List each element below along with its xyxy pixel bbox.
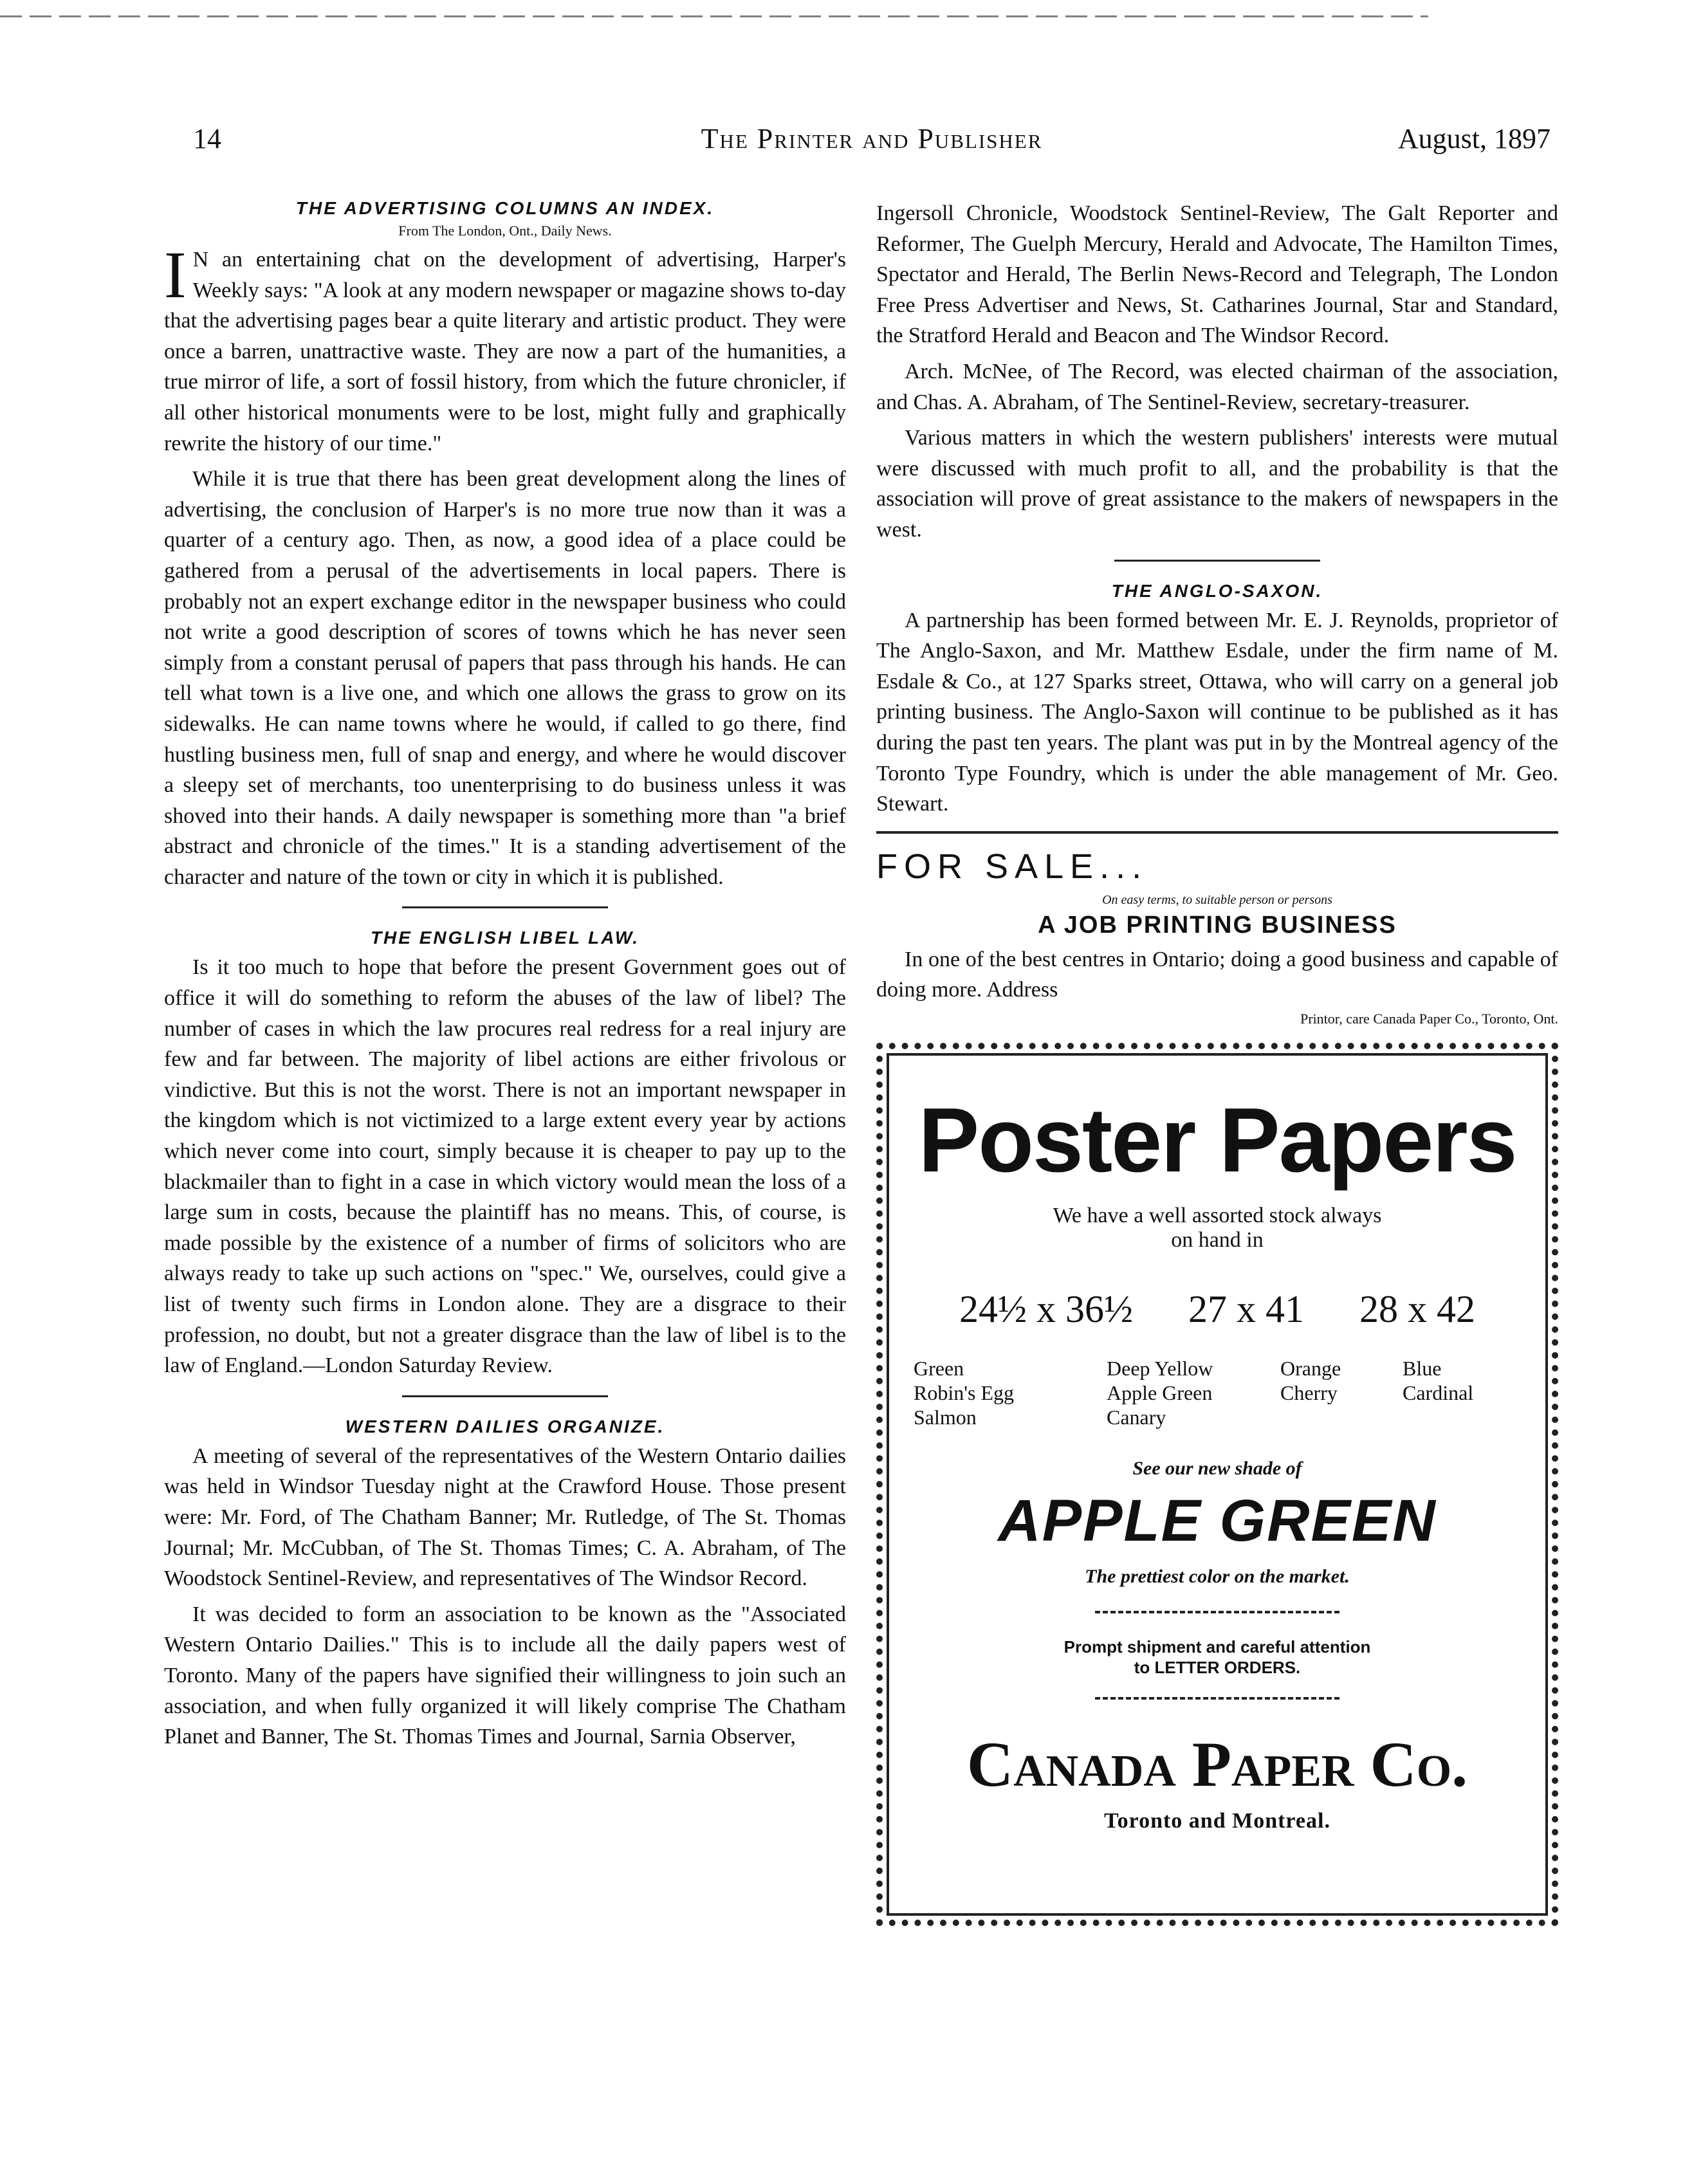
poster-papers-advertisement — [876, 1043, 1558, 1926]
article-paragraph: It was decided to form an association to be known as the "Associated Western Ontario Dailies." This is to include all the daily papers west of Toronto. Many of the papers have signified their willingness to join such an association, and when fully organized it will likely comprise The Chatham Planet and Banner, The St. Thomas Times and Journal, Sarnia Observer, — [164, 1602, 846, 1749]
for-sale-address: Printor, care Canada Paper Co., Toronto, Ont. — [1300, 1010, 1558, 1027]
paper-color: Green — [914, 1356, 964, 1380]
article-paragraph: A partnership has been formed between Mr. E. J. Reynolds, proprietor of The Anglo-Saxon, and Mr. Matthew Esdale, under the firm name of M. Esdale & Co., at 127 Sparks street, Ottawa, who will carry on a general job printing business. The Anglo-Saxon will continue to be published as it has during the past ten years. The plant was put in by the Montreal agency of the Toronto Type Foundry, which is under the able management of Mr. Geo. Stewart. — [876, 608, 1558, 816]
ad-intro: We have a well assorted stock always on hand in — [1053, 1203, 1382, 1252]
article-western-dailies — [164, 1417, 846, 1752]
article-heading: THE ADVERTISING COLUMNS AN INDEX. — [295, 198, 715, 218]
paper-color: Canary — [1107, 1405, 1166, 1429]
paper-size: 27 x 41 — [1188, 1287, 1304, 1330]
issue-date: August, 1897 — [1397, 123, 1551, 154]
article-heading: WESTERN DAILIES ORGANIZE. — [345, 1416, 665, 1436]
page-number: 14 — [193, 123, 221, 154]
ad-title: Poster Papers — [918, 1088, 1516, 1191]
article-paragraph: Various matters in which the western publishers' interests were mutual were discussed with much profit to all, and the probability is that the association will prove of great assistance to the makers of newspapers in the west. — [876, 426, 1558, 542]
paper-color: Orange — [1280, 1356, 1341, 1380]
paper-size: 28 x 42 — [1359, 1287, 1475, 1330]
shipping-note: Prompt shipment and careful attention to LETTER ORDERS. — [1063, 1637, 1371, 1677]
company-name: Canada Paper Co. — [966, 1728, 1468, 1800]
article-anglo-saxon — [876, 581, 1558, 820]
ornamental-divider — [1095, 1697, 1339, 1703]
paper-color: Salmon — [914, 1405, 977, 1429]
left-column — [164, 198, 846, 1757]
article-advertising-columns — [164, 198, 846, 892]
paper-color: Blue — [1403, 1356, 1442, 1380]
section-separator — [876, 831, 1558, 834]
article-divider — [402, 906, 608, 908]
shade-tagline: The prettiest color on the market. — [1085, 1565, 1350, 1587]
publication-title: The Printer and Publisher — [701, 123, 1043, 154]
company-cities: Toronto and Montreal. — [1104, 1808, 1330, 1833]
paper-color: Cardinal — [1403, 1381, 1474, 1404]
paper-color: Deep Yellow — [1107, 1356, 1213, 1380]
article-paragraph: Arch. McNee, of The Record, was elected chairman of the association, and Chas. A. Abraham, of The Sentinel-Review, secretary-treasurer. — [876, 359, 1558, 414]
paper-colors — [914, 1356, 1525, 1429]
for-sale-headline: A JOB PRINTING BUSINESS — [1038, 911, 1397, 939]
page-header — [193, 122, 1551, 161]
article-western-dailies-continued — [876, 198, 1558, 546]
right-column — [876, 198, 1558, 1926]
article-source: From The London, Ont., Daily News. — [398, 223, 612, 239]
article-divider — [1114, 560, 1320, 562]
article-paragraph: I N an entertaining chat on the development of advertising, Harper's Weekly says: "A look at any modern newspaper or magazine shows to-day that the advertising pages bear a quite literary and artistic product. They were once a barren, unattractive waste. They are now a part of the humanities, a true mirror of life, a sort of fossil history, from which the future chronicler, if all other historical monuments were to be lost, might fully and graphically rewrite the history of our time." — [164, 238, 846, 455]
ornamental-divider — [1095, 1611, 1339, 1617]
paper-color: Cherry — [1280, 1381, 1338, 1404]
paper-sizes — [914, 1287, 1521, 1332]
article-heading: THE ENGLISH LIBEL LAW. — [370, 928, 640, 948]
paper-color: Apple Green — [1107, 1381, 1213, 1404]
scan-artifact-line — [0, 15, 1428, 17]
for-sale-notice — [876, 847, 1558, 1027]
article-paragraph: Ingersoll Chronicle, Woodstock Sentinel-Review, The Galt Reporter and Reformer, The Guelph Mercury, Herald and Advocate, The Hamilton Times, Spectator and Herald, The Berlin News-Record and Telegraph, The London Free Press Advertiser and News, St. Catharines Journal, Star and Standard, the Stratford Herald and Beacon and The Windsor Record. — [876, 201, 1558, 348]
for-sale-details: In one of the best centres in Ontario; doing a good business and capable of doing more. Address — [876, 947, 1558, 1002]
article-paragraph: Is it too much to hope that before the present Government goes out of office it will do something to reform the abuses of the law of libel? The number of cases in which the law procures real redress for a real injury are few and far between. The majority of libel actions are either frivolous or vindictive. But this is not the worst. There is not an important newspaper in the kingdom which is not victimized to a large extent every year by actions which never come into court, simply because it is cheaper to pay up to the blackmailer than to fight in a case in which victory would mean the loss of a large sum in costs, because the plaintiff has no means. This, of course, is made possible by the existence of a number of firms of solicitors who are always ready to take up such actions on "spec." We, ourselves, could give a list of twenty such firms in London alone. They are a disgrace to their profession, no doubt, but not a greater disgrace than the law of libel is to the law of England.—London Saturday Review. — [164, 955, 846, 1378]
shade-name: APPLE GREEN — [998, 1487, 1437, 1554]
article-paragraph: A meeting of several of the representatives of the Western Ontario dailies was held in Windsor Tuesday night at the Crawford House. Those present were: Mr. Ford, of The Chatham Banner; Mr. Rutledge, of The St. Thomas Journal; Mr. McCubban, of The St. Thomas Times; C. A. Abraham, of The Woodstock Sentinel-Review, and representatives of The Windsor Record. — [164, 1444, 846, 1591]
article-paragraph: While it is true that there has been great development along the lines of advertising, the conclusion of Harper's is no more true now than it was a quarter of a century ago. Then, as now, a good idea of a place could be gathered from a perusal of the advertisements in local papers. There is probably not an expert exchange editor in the newspaper business who could not write a good description of scores of towns which he has never seen simply from a constant perusal of papers that pass through his hands. He can tell what town is a live one, and which one allows the grass to grow on its sidewalks. He can name towns where he would, if called to go there, find hustling business men, full of snap and energy, and where he would discover a sleepy set of merchants, too unenterprising to do business unless it was shoved into their hands. A daily newspaper is something more than "a brief abstract and chronicle of the times." It is a standing advertisement of the character and nature of the town or city in which it is published. — [164, 467, 846, 889]
for-sale-terms: On easy terms, to suitable person or persons — [1102, 892, 1332, 907]
drop-cap: I — [164, 238, 187, 312]
paper-size: 24½ x 36½ — [959, 1287, 1133, 1330]
shade-intro: See our new shade of — [1132, 1457, 1302, 1479]
article-divider — [402, 1395, 608, 1397]
for-sale-title: FOR SALE... — [876, 847, 1148, 886]
article-english-libel-law — [164, 928, 846, 1381]
paper-color: Robin's Egg — [914, 1381, 1014, 1404]
article-heading: THE ANGLO-SAXON. — [1111, 580, 1323, 601]
